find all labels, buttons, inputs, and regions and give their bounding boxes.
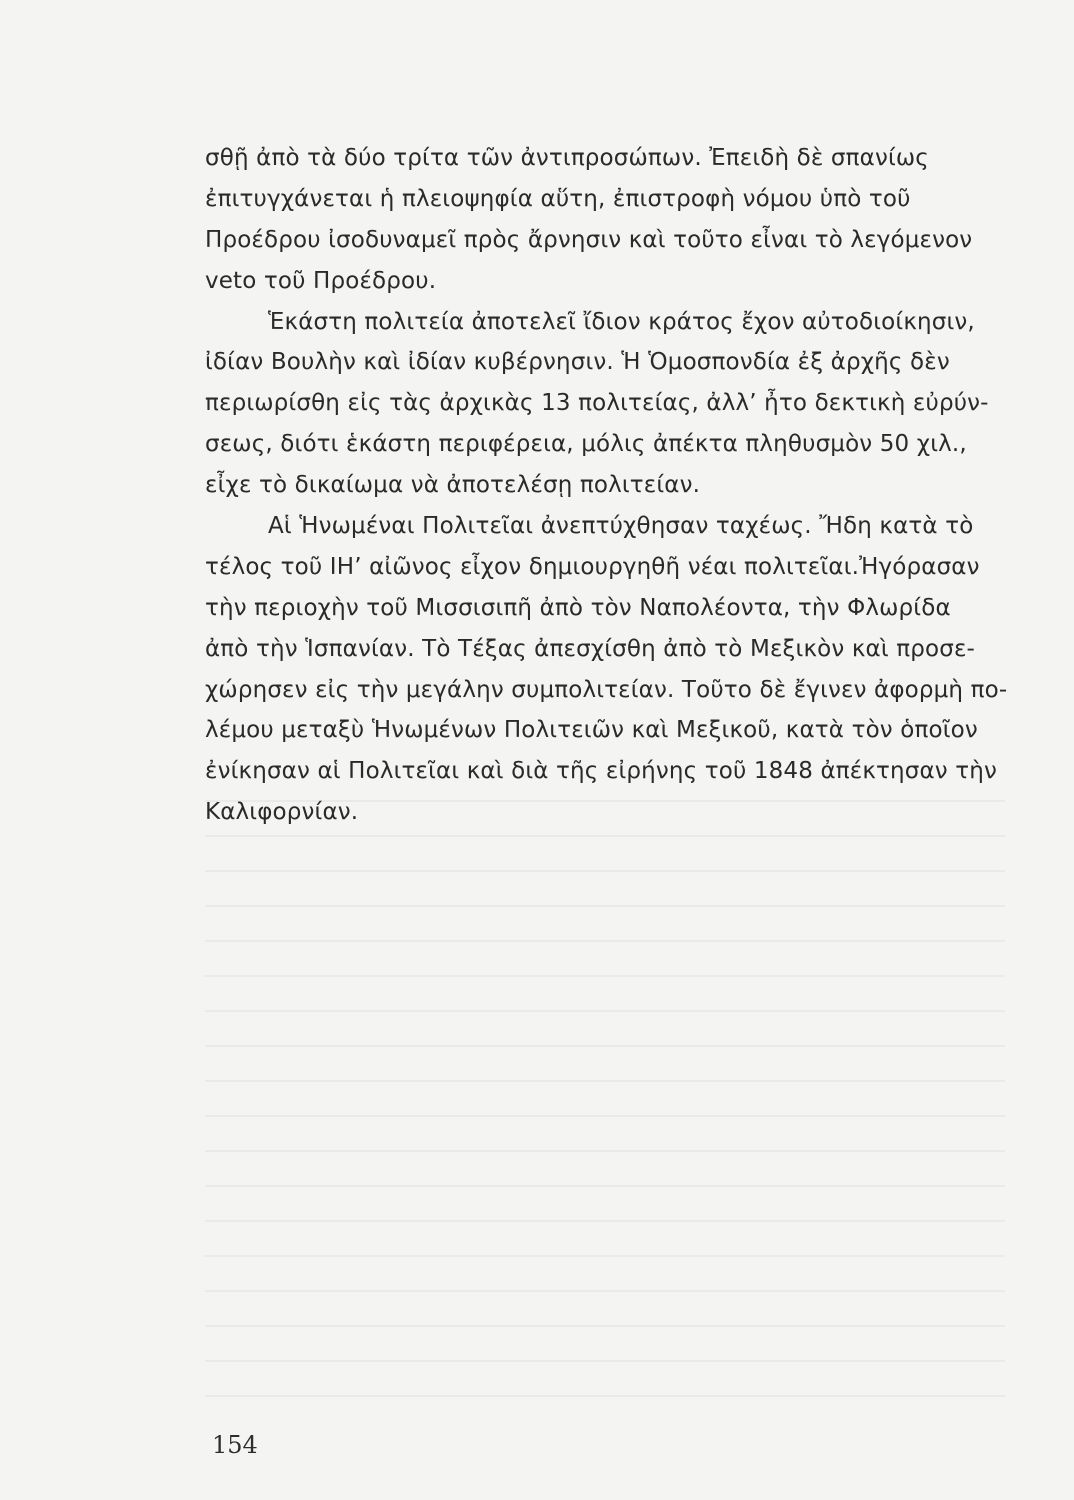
page-number: 154: [212, 1431, 258, 1459]
text-line: χώρησεν εἰς τὴν μεγάλην συμπολιτείαν. Τοῦτο δὲ ἔγινεν ἀφορμὴ πο-: [205, 676, 1008, 703]
text-line: σθῇ ἀπὸ τὰ δύο τρίτα τῶν ἀντιπροσώπων. Ἐπειδὴ δὲ σπανίως: [205, 145, 929, 171]
text-line: περιωρίσθη εἰς τὰς ἀρχικὰς 13 πολιτείας, ἀλλ’ ἦτο δεκτικὴ εὐρύν-: [205, 390, 989, 417]
text-line: Προέδρου ἰσοδυναμεῖ πρὸς ἄρνησιν καὶ τοῦτο εἶναι τὸ λεγόμενον: [205, 226, 973, 253]
text-line: τὴν περιοχὴν τοῦ Μισσισιπῆ ἀπὸ τὸν Ναπολέοντα, τὴν Φλωρίδα: [205, 594, 951, 621]
text-line: Αἱ Ἡνωμέναι Πολιτεῖαι ἀνεπτύχθησαν ταχέως. Ἤδη κατὰ τὸ: [268, 513, 974, 540]
body-text: [205, 138, 1025, 833]
text-line: Ἑκάστη πολιτεία ἀποτελεῖ ἴδιον κράτος ἔχον αὐτοδιοίκησιν,: [268, 308, 975, 335]
text-line: ἀπὸ τὴν Ἱσπανίαν. Τὸ Τέξας ἀπεσχίσθη ἀπὸ τὸ Μεξικὸν καὶ προσε-: [205, 635, 975, 662]
text-line: εἶχε τὸ δικαίωμα νὰ ἀποτελέσῃ πολιτείαν.: [205, 472, 701, 499]
text-line: σεως, διότι ἑκάστη περιφέρεια, μόλις ἀπέκτα πληθυσμὸν 50 χιλ.,: [205, 431, 967, 458]
text-line: τέλος τοῦ ΙΗ’ αἰῶνος εἶχον δημιουργηθῆ νέαι πολιτεῖαι.Ἠγόρασαν: [205, 553, 980, 580]
text-line: ἐνίκησαν αἱ Πολιτεῖαι καὶ διὰ τῆς εἰρήνης τοῦ 1848 ἀπέκτησαν τὴν: [205, 758, 997, 785]
text-line: ἰδίαν Βουλὴν καὶ ἰδίαν κυβέρνησιν. Ἡ Ὁμοσπονδία ἐξ ἀρχῆς δὲν: [205, 349, 950, 376]
text-line: Καλιφορνίαν.: [205, 799, 359, 826]
text-line: ἐπιτυγχάνεται ἡ πλειοψηφία αὕτη, ἐπιστροφὴ νόμου ὑπὸ τοῦ: [205, 185, 911, 212]
text-line: λέμου μεταξὺ Ἡνωμένων Πολιτειῶν καὶ Μεξικοῦ, κατὰ τὸν ὁποῖον: [205, 717, 978, 744]
text-line: veto τοῦ Προέδρου.: [205, 267, 437, 294]
show-through-texture: [205, 770, 1005, 1410]
